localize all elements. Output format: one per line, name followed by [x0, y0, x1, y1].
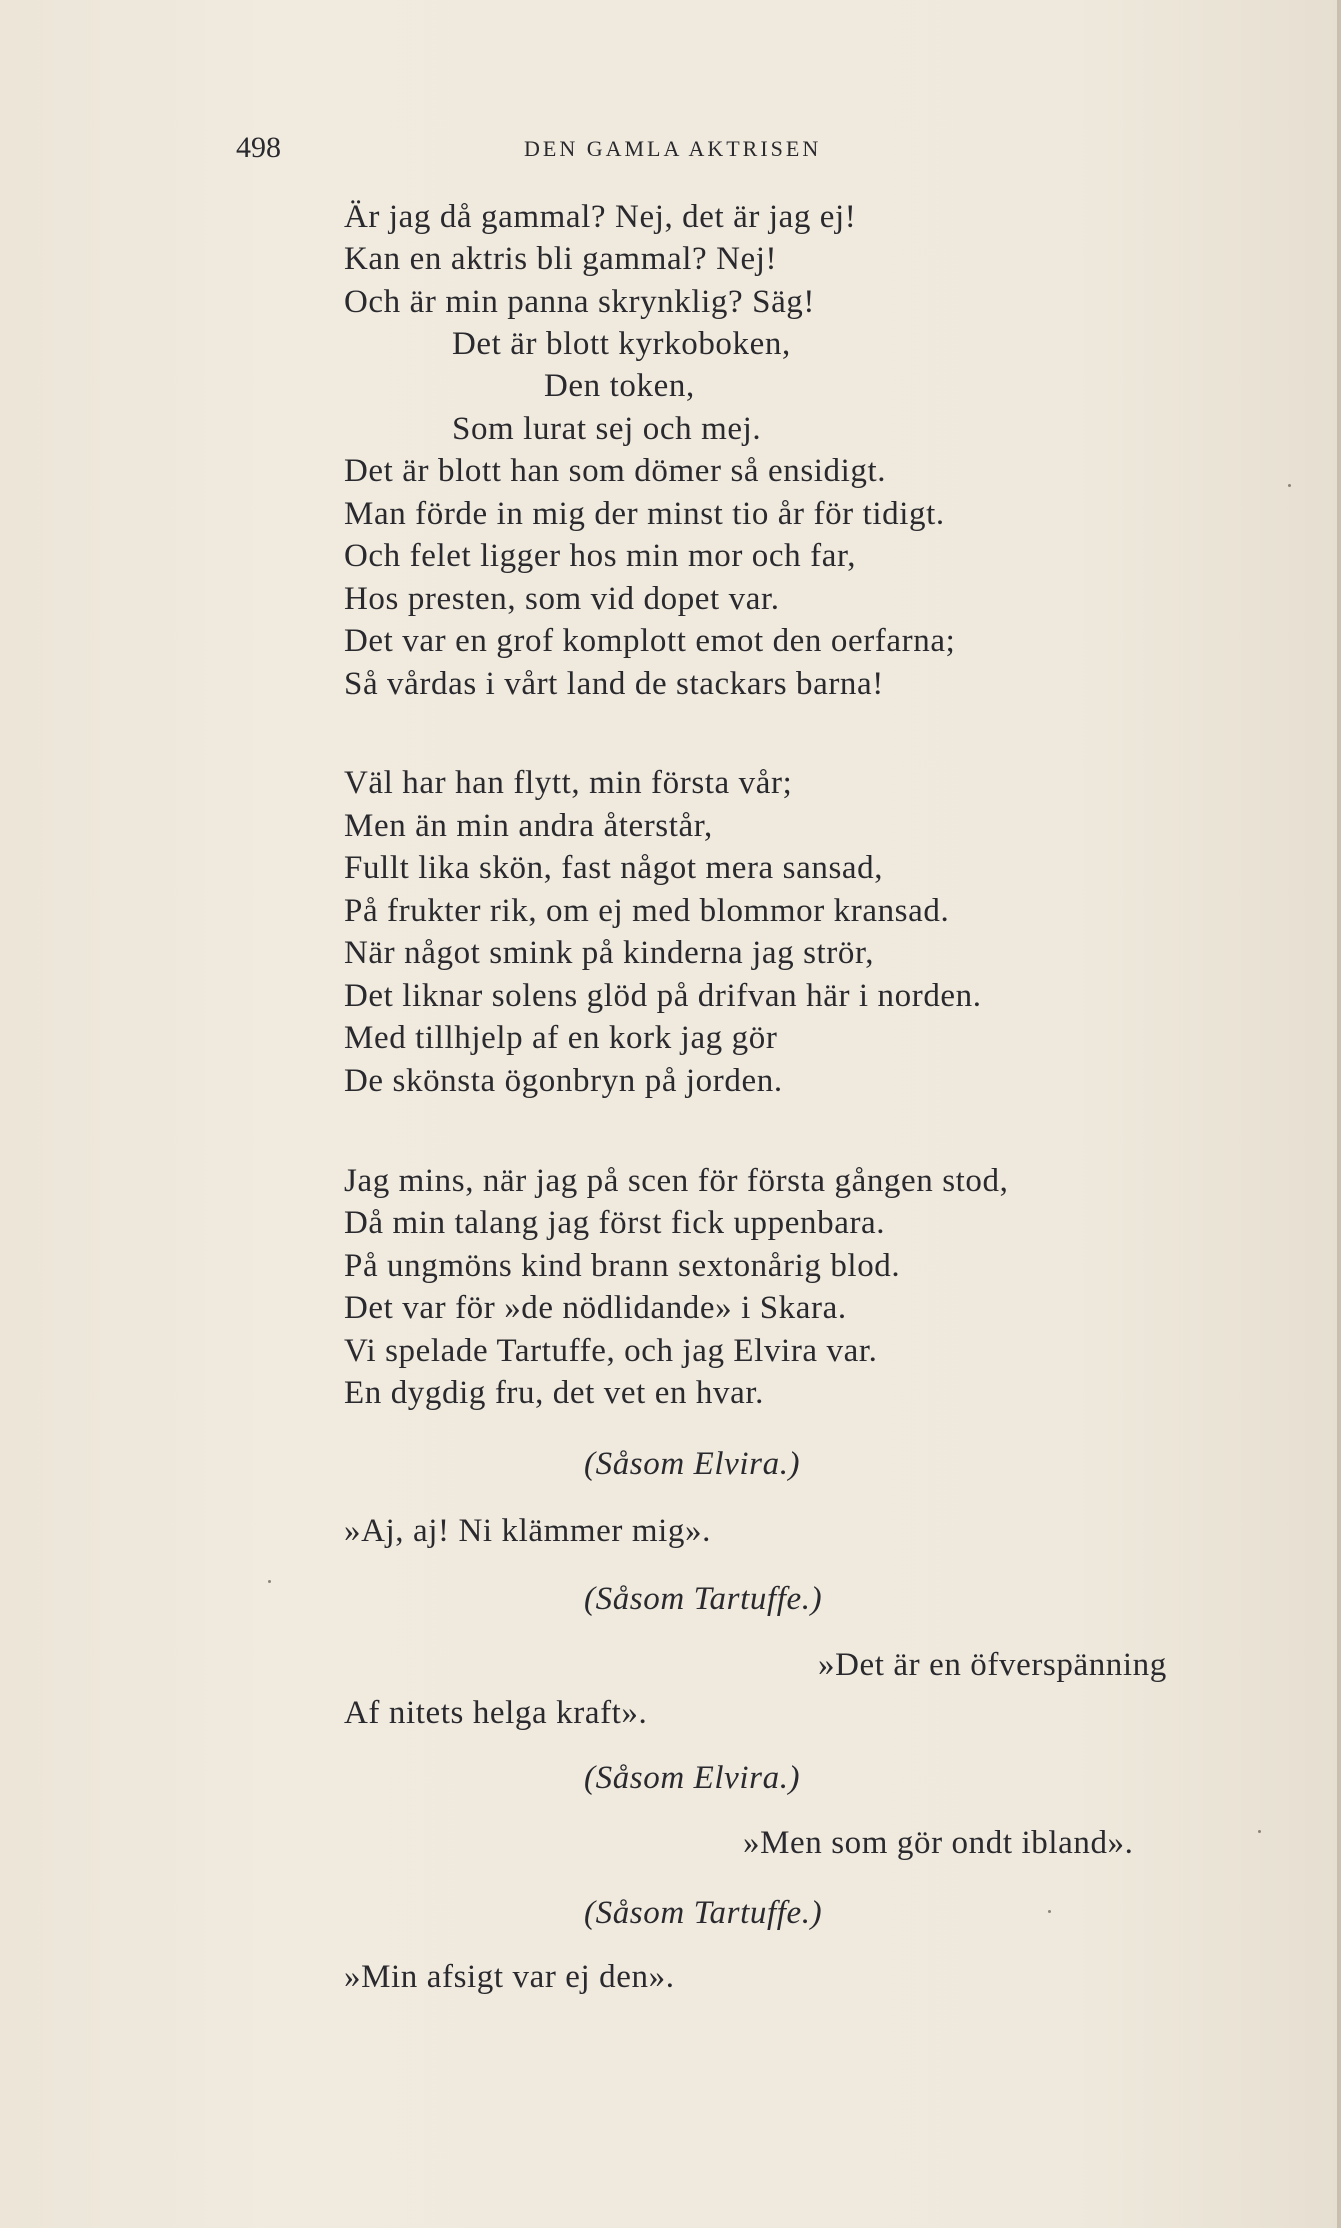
- verse-line: Den token,: [544, 368, 695, 404]
- running-head: DEN GAMLA AKTRISEN: [524, 136, 822, 161]
- paper-speck: [1048, 1910, 1051, 1913]
- dialogue-line: »Min afsigt var ej den».: [344, 1959, 675, 1995]
- verse-line: Som lurat sej och mej.: [452, 411, 762, 447]
- verse-line: Det är blott han som dömer så ensidigt.: [344, 453, 887, 489]
- dialogue-line: Af nitets helga kraft».: [344, 1695, 648, 1731]
- stage-direction: (Såsom Elvira.): [584, 1446, 801, 1482]
- page-edge: [1337, 0, 1341, 2228]
- verse-line: Väl har han flytt, min första vår;: [344, 765, 793, 801]
- verse-line: Och felet ligger hos min mor och far,: [344, 538, 857, 574]
- stage-direction: (Såsom Tartuffe.): [584, 1581, 823, 1617]
- stage-direction: (Såsom Tartuffe.): [584, 1895, 823, 1931]
- verse-line: En dygdig fru, det vet en hvar.: [344, 1375, 764, 1411]
- paper-speck: [1288, 484, 1291, 487]
- verse-line: Man förde in mig der minst tio år för tidigt.: [344, 496, 945, 532]
- verse-line: På frukter rik, om ej med blommor kransad.: [344, 893, 950, 929]
- paper-speck: [1258, 1830, 1261, 1833]
- verse-line: Kan en aktris bli gammal? Nej!: [344, 241, 778, 277]
- verse-line: Vi spelade Tartuffe, och jag Elvira var.: [344, 1333, 878, 1369]
- dialogue-line: »Aj, aj! Ni klämmer mig».: [344, 1513, 711, 1549]
- verse-line: Är jag då gammal? Nej, det är jag ej!: [344, 199, 857, 235]
- verse-line: Med tillhjelp af en kork jag gör: [344, 1020, 778, 1056]
- verse-line: Hos presten, som vid dopet var.: [344, 581, 780, 617]
- verse-line: Det var för »de nödlidande» i Skara.: [344, 1290, 847, 1326]
- dialogue-line: »Det är en öfverspänning: [818, 1647, 1167, 1683]
- dialogue-line: »Men som gör ondt ibland».: [743, 1825, 1134, 1861]
- verse-line: Och är min panna skrynklig? Säg!: [344, 284, 815, 320]
- verse-line: På ungmöns kind brann sextonårig blod.: [344, 1248, 901, 1284]
- page-number: 498: [236, 131, 281, 164]
- verse-line: Då min talang jag först fick uppenbara.: [344, 1205, 886, 1241]
- verse-line: Det var en grof komplott emot den oerfarna;: [344, 623, 956, 659]
- verse-line: När något smink på kinderna jag strör,: [344, 935, 875, 971]
- verse-line: Fullt lika skön, fast något mera sansad,: [344, 850, 884, 886]
- verse-line: Jag mins, när jag på scen för första gången stod,: [344, 1163, 1009, 1199]
- stage-direction: (Såsom Elvira.): [584, 1760, 801, 1796]
- verse-line: Det liknar solens glöd på drifvan här i norden.: [344, 978, 982, 1014]
- verse-line: Men än min andra återstår,: [344, 808, 713, 844]
- verse-line: Det är blott kyrkoboken,: [452, 326, 791, 362]
- verse-line: Så vårdas i vårt land de stackars barna!: [344, 666, 884, 702]
- paper-speck: [268, 1580, 271, 1583]
- verse-line: De skönsta ögonbryn på jorden.: [344, 1063, 783, 1099]
